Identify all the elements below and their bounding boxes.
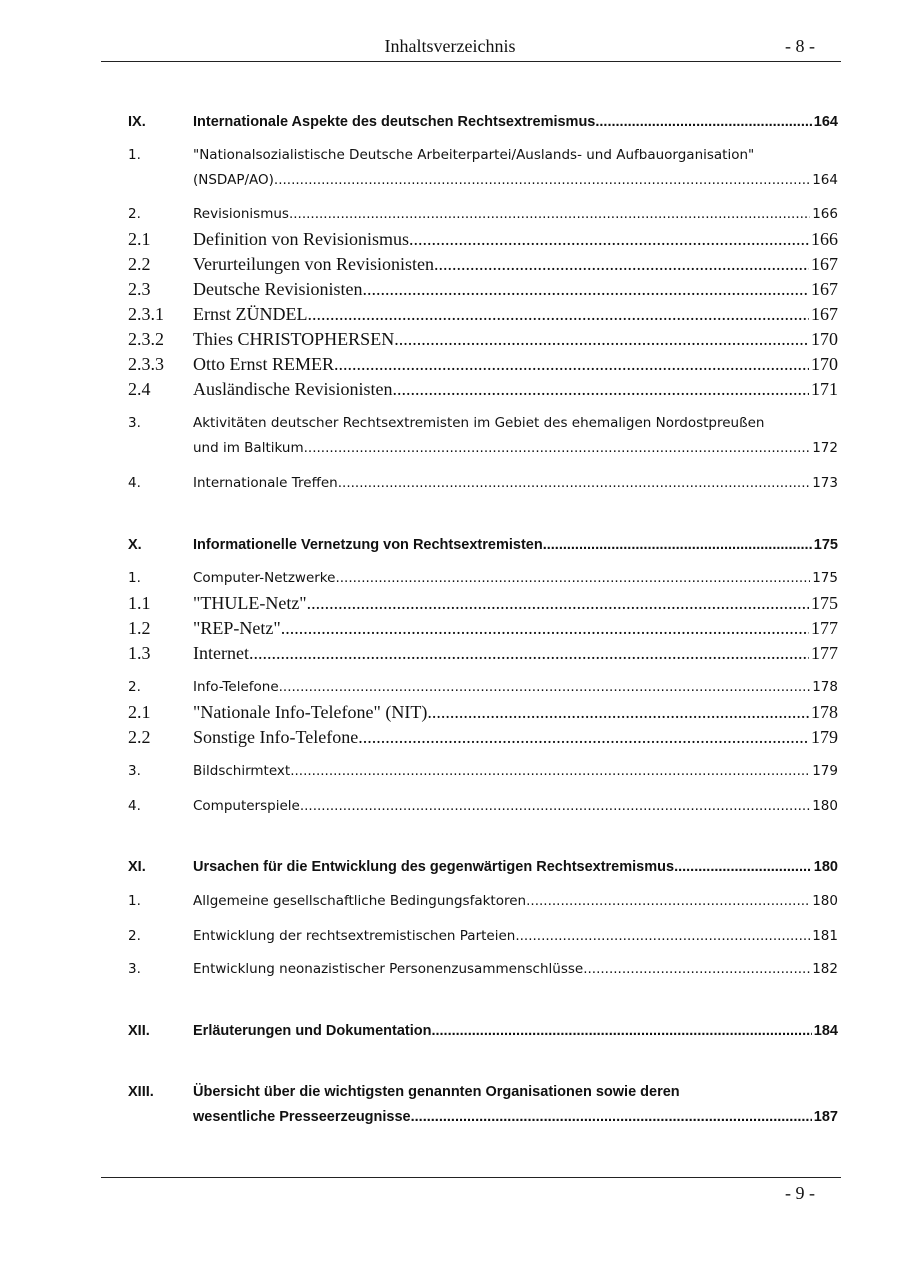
toc-entry-title: Ursachen für die Entwicklung des gegenwärtigen Rechtsextremismus xyxy=(193,859,675,875)
toc-page-number: 179 xyxy=(811,727,838,747)
toc-page-number: 171 xyxy=(811,379,838,399)
toc-entry-line xyxy=(193,168,838,193)
dot-leader xyxy=(674,855,812,880)
toc-page-number: 182 xyxy=(812,961,838,977)
toc-entry-title: Aktivitäten deutscher Rechtsextremisten im Gebiet des ehemaligen Nordostpreußen xyxy=(193,415,765,431)
toc-page-number: 181 xyxy=(812,928,838,944)
toc-entry-line xyxy=(193,227,838,252)
toc-entry-line xyxy=(193,1105,838,1130)
toc-entry-body xyxy=(193,277,838,302)
dot-leader xyxy=(392,377,809,402)
toc-page-number: 177 xyxy=(811,618,838,638)
toc-entry-line xyxy=(193,1080,838,1105)
toc-entry-number: 2. xyxy=(128,206,141,222)
toc-entry-number: 2.4 xyxy=(128,379,151,399)
toc-entry-number: 1.2 xyxy=(128,618,151,638)
toc-entry-title: Computer-Netzwerke xyxy=(193,570,336,586)
toc-entry-title: Internet xyxy=(193,643,249,663)
dot-leader xyxy=(249,641,809,666)
toc-entry-line xyxy=(193,110,838,135)
toc-page-number: 167 xyxy=(811,254,838,274)
toc-entry-number: 1. xyxy=(128,893,141,909)
toc-entry-title: "Nationale Info-Telefone" (NIT) xyxy=(193,702,428,722)
toc-entry-body xyxy=(193,566,838,591)
toc-page-number: 172 xyxy=(812,440,838,456)
toc-entry-body xyxy=(193,252,838,277)
toc-entry-title: Übersicht über die wichtigsten genannten Organisationen sowie deren xyxy=(193,1084,680,1100)
dot-leader xyxy=(290,759,810,784)
toc-entry-title: Internationale Treffen xyxy=(193,475,338,491)
toc-page-number: 180 xyxy=(812,893,838,909)
toc-entry-title: Ernst ZÜNDEL xyxy=(193,304,308,324)
toc-entry-title: Otto Ernst REMER xyxy=(193,354,335,374)
toc-entry-title: "REP-Netz" xyxy=(193,618,281,638)
toc-entry-body xyxy=(193,889,838,914)
toc-entry-number: 3. xyxy=(128,961,141,977)
dot-leader xyxy=(409,227,809,252)
dot-leader xyxy=(543,533,812,558)
toc-entry-body xyxy=(193,327,838,352)
dot-leader xyxy=(274,168,810,193)
toc-page-number: 170 xyxy=(811,354,838,374)
toc-entry-body xyxy=(193,377,838,402)
toc-page-number: 180 xyxy=(813,859,838,875)
toc-entry-body xyxy=(193,700,838,725)
toc-entry-line xyxy=(193,143,838,168)
toc-entry-body xyxy=(193,1080,838,1130)
toc-page-number: 166 xyxy=(812,206,838,222)
toc-entry-line xyxy=(193,957,838,982)
dot-leader xyxy=(304,436,811,461)
dot-leader xyxy=(289,202,810,227)
toc-entry-title: Erläuterungen und Dokumentation xyxy=(193,1023,432,1039)
toc-entry-body xyxy=(193,411,838,461)
toc-entry-line xyxy=(193,377,838,402)
toc-entry-line xyxy=(193,616,838,641)
toc-entry-title: wesentliche Presseerzeugnisse xyxy=(193,1109,411,1125)
dot-leader xyxy=(307,302,809,327)
dot-leader xyxy=(281,616,809,641)
toc-page-number: 170 xyxy=(811,329,838,349)
toc-entry-body xyxy=(193,759,838,784)
toc-entry-line xyxy=(193,471,838,496)
toc-page-number: 175 xyxy=(812,570,838,586)
toc-entry-title: Deutsche Revisionisten xyxy=(193,279,363,299)
toc-entry-body xyxy=(193,855,838,880)
dot-leader xyxy=(431,1019,811,1044)
toc-entry-number: 1. xyxy=(128,570,141,586)
dot-leader xyxy=(338,471,810,496)
toc-page-number: 178 xyxy=(811,702,838,722)
toc-entry-line xyxy=(193,302,838,327)
header-page-number: - 8 - xyxy=(785,36,815,56)
toc-entry-line xyxy=(193,725,838,750)
dot-leader xyxy=(394,327,809,352)
toc-entry-line xyxy=(193,327,838,352)
toc-page-number: 177 xyxy=(811,643,838,663)
toc-entry-number: 2. xyxy=(128,928,141,944)
toc-entry-title: Info-Telefone xyxy=(193,679,279,695)
toc-entry-number: 4. xyxy=(128,798,141,814)
toc-page-number: 175 xyxy=(811,593,838,613)
dot-leader xyxy=(434,252,809,277)
toc-entry-line xyxy=(193,1019,838,1044)
toc-entry-number: 2.3.3 xyxy=(128,354,164,374)
toc-entry-body xyxy=(193,641,838,666)
toc-page-number: 175 xyxy=(813,537,838,553)
toc-entry-line xyxy=(193,202,838,227)
toc-page-number: 180 xyxy=(812,798,838,814)
dot-leader xyxy=(595,110,811,135)
toc-entry-title: Sonstige Info-Telefone xyxy=(193,727,359,747)
toc-entry-number: 2.2 xyxy=(128,254,151,274)
dot-leader xyxy=(583,957,810,982)
toc-entry-number: IX. xyxy=(128,114,146,130)
toc-entry-number: 1.3 xyxy=(128,643,151,663)
toc-entry-number: 3. xyxy=(128,763,141,779)
toc-entry-body xyxy=(193,794,838,819)
toc-entry-number: 3. xyxy=(128,415,141,431)
toc-entry-title: (NSDAP/AO) xyxy=(193,172,274,188)
toc-page-number: 164 xyxy=(812,172,838,188)
toc-entry-body xyxy=(193,202,838,227)
toc-entry-line xyxy=(193,675,838,700)
toc-entry-title: Bildschirmtext xyxy=(193,763,291,779)
toc-page-number: 187 xyxy=(813,1109,838,1125)
toc-entry-line xyxy=(193,759,838,784)
footer-page-number: - 9 - xyxy=(785,1183,815,1203)
toc-entry-title: Allgemeine gesellschaftliche Bedingungsfaktoren xyxy=(193,893,527,909)
toc-entry-body xyxy=(193,957,838,982)
toc-entry-number: 4. xyxy=(128,475,141,491)
toc-entry-body xyxy=(193,227,838,252)
dot-leader xyxy=(515,924,810,949)
toc-entry-body xyxy=(193,1019,838,1044)
toc-entry-title: "THULE-Netz" xyxy=(193,593,307,613)
toc-page-number: 184 xyxy=(813,1023,838,1039)
toc-entry-body xyxy=(193,675,838,700)
toc-entry-title: Revisionismus xyxy=(193,206,289,222)
dot-leader xyxy=(526,889,810,914)
toc-entry-line xyxy=(193,436,838,461)
toc-entry-line xyxy=(193,641,838,666)
toc-page-number: 178 xyxy=(812,679,838,695)
toc-entry-number: XIII. xyxy=(128,1084,154,1100)
toc-entry-title: Ausländische Revisionisten xyxy=(193,379,393,399)
toc-entry-title: Computerspiele xyxy=(193,798,300,814)
toc-entry-line xyxy=(193,794,838,819)
toc-entry-number: XII. xyxy=(128,1023,150,1039)
toc-entry-body xyxy=(193,302,838,327)
dot-leader xyxy=(334,352,809,377)
toc-entry-line xyxy=(193,924,838,949)
toc-entry-body xyxy=(193,924,838,949)
toc-entry-number: 1.1 xyxy=(128,593,151,613)
toc-entry-title: Definition von Revisionismus xyxy=(193,229,409,249)
dot-leader xyxy=(362,277,809,302)
toc-entry-title: Entwicklung neonazistischer Personenzusammenschlüsse xyxy=(193,961,584,977)
dot-leader xyxy=(335,566,810,591)
toc-entry-line xyxy=(193,855,838,880)
toc-entry-number: 2.3.1 xyxy=(128,304,164,324)
dot-leader xyxy=(307,591,809,616)
toc-entry-line xyxy=(193,591,838,616)
toc-entry-number: 2.3 xyxy=(128,279,151,299)
toc-entry-title: Verurteilungen von Revisionisten xyxy=(193,254,434,274)
toc-entry-title: Entwicklung der rechtsextremistischen Parteien xyxy=(193,928,516,944)
dot-leader xyxy=(427,700,809,725)
toc-entry-body xyxy=(193,143,838,193)
toc-entry-line xyxy=(193,411,838,436)
dot-leader xyxy=(300,794,810,819)
toc-entry-line xyxy=(193,889,838,914)
toc-entry-line xyxy=(193,700,838,725)
toc-entry-number: X. xyxy=(128,537,142,553)
toc-entry-body xyxy=(193,725,838,750)
toc-entry-title: "Nationalsozialistische Deutsche Arbeiterpartei/Auslands- und Aufbauorganisation" xyxy=(193,147,755,163)
toc-page-number: 167 xyxy=(811,279,838,299)
toc-entry-number: 2.1 xyxy=(128,229,151,249)
toc-page-number: 167 xyxy=(811,304,838,324)
toc-entry-body xyxy=(193,533,838,558)
toc-entry-title: Internationale Aspekte des deutschen Rechtsextremismus xyxy=(193,114,596,130)
dot-leader xyxy=(411,1105,812,1130)
toc-entry-body xyxy=(193,471,838,496)
toc-entry-number: 2.3.2 xyxy=(128,329,164,349)
dot-leader xyxy=(279,675,811,700)
toc-entry-title: und im Baltikum xyxy=(193,440,304,456)
toc-entry-line xyxy=(193,566,838,591)
footer-rule xyxy=(101,1177,841,1178)
toc-entry-body xyxy=(193,591,838,616)
toc-entry-line xyxy=(193,352,838,377)
toc-entry-number: 2.2 xyxy=(128,727,151,747)
toc-entry-line xyxy=(193,277,838,302)
toc-entry-number: 2. xyxy=(128,679,141,695)
toc-entry-number: 1. xyxy=(128,147,141,163)
toc-entry-title: Informationelle Vernetzung von Rechtsextremisten xyxy=(193,537,543,553)
toc-entry-number: 2.1 xyxy=(128,702,151,722)
toc-entry-line xyxy=(193,533,838,558)
running-header-title: Inhaltsverzeichnis xyxy=(384,36,516,56)
toc-entry-body xyxy=(193,616,838,641)
toc-entry-line xyxy=(193,252,838,277)
toc-page-number: 164 xyxy=(813,114,838,130)
dot-leader xyxy=(358,725,809,750)
toc-page-number: 173 xyxy=(812,475,838,491)
toc-entry-body xyxy=(193,110,838,135)
toc-entry-title: Thies CHRISTOPHERSEN xyxy=(193,329,395,349)
toc-page-number: 166 xyxy=(811,229,838,249)
toc-page-number: 179 xyxy=(812,763,838,779)
toc-entry-body xyxy=(193,352,838,377)
toc-entry-number: XI. xyxy=(128,859,146,875)
